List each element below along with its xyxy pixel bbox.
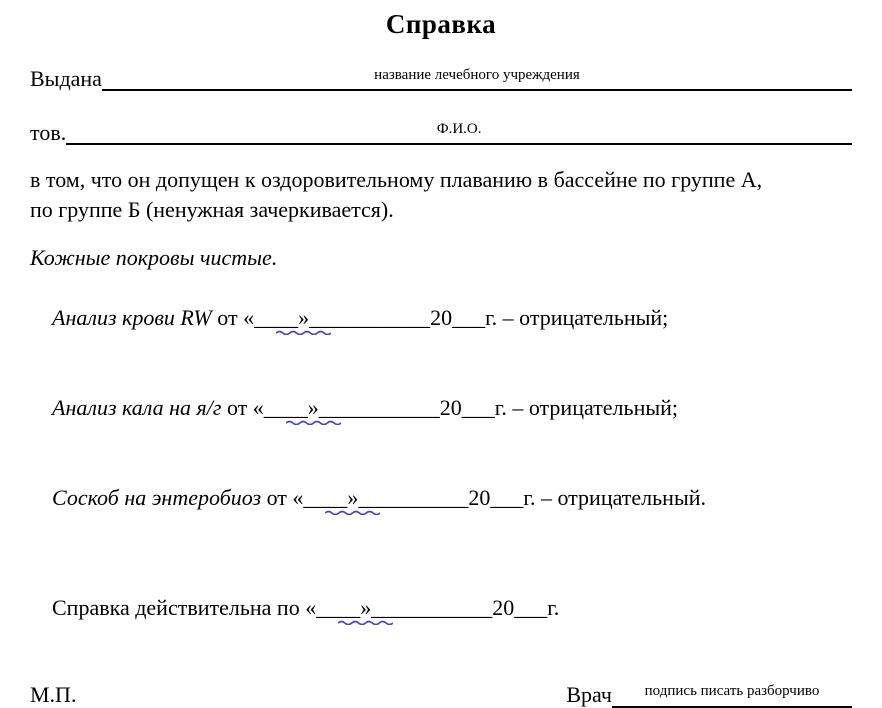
body-paragraph xyxy=(30,165,852,225)
doctor-line xyxy=(566,679,852,708)
analysis-line-rw xyxy=(30,273,852,363)
name-label: тов. xyxy=(30,120,67,145)
validity-line xyxy=(30,563,852,653)
analysis-post: _________20___г. – отрицательный; xyxy=(340,395,679,420)
analysis-title: Анализ крови RW xyxy=(52,305,212,330)
analysis-post: _________20___г. – отрицательный; xyxy=(331,305,669,330)
date-blank-text: __»__ xyxy=(276,305,332,330)
analysis-line-enterobiosis xyxy=(30,453,852,543)
issued-line xyxy=(30,64,852,91)
body-paragraph-line: в том, что он допущен к оздоровительному плаванию в бассейне по группе А, xyxy=(30,167,763,192)
analysis-title: Соскоб на энтеробиоз xyxy=(52,485,262,510)
spellcheck-squiggle-icon xyxy=(325,509,380,515)
name-line xyxy=(30,118,852,145)
spellcheck-squiggle-icon xyxy=(286,419,341,425)
spellcheck-squiggle-icon xyxy=(338,619,393,625)
stamp-label: М.П. xyxy=(30,682,77,707)
spellcheck-squiggle-icon xyxy=(276,329,331,335)
signature-row xyxy=(30,679,852,708)
date-blank xyxy=(276,303,331,333)
page-title: Справка xyxy=(385,9,497,39)
analysis-pre: от «__ xyxy=(211,305,277,330)
validity-post: _________20___г. xyxy=(393,595,560,620)
date-blank xyxy=(338,593,393,623)
analysis-pre: от «__ xyxy=(221,395,286,420)
fullname-blank-field xyxy=(66,118,852,145)
analysis-title: Анализ кала на я/г xyxy=(52,395,222,420)
institution-blank-field xyxy=(102,64,852,91)
doctor-label: Врач xyxy=(566,682,612,707)
issued-label: Выдана xyxy=(30,66,102,91)
doctor-signature-caption: подпись писать разборчиво xyxy=(644,683,820,699)
skin-note: Кожные покровы чистые. xyxy=(30,245,278,270)
institution-caption: название лечебного учреждения xyxy=(374,67,580,83)
validity-pre: Справка действительна по «__ xyxy=(52,595,339,620)
date-blank-text: __»__ xyxy=(325,485,381,510)
fullname-caption: Ф.И.О. xyxy=(436,121,482,137)
analysis-post: ________20___г. – отрицательный. xyxy=(380,485,707,510)
analysis-line-stool xyxy=(30,363,852,453)
date-blank-text: __»__ xyxy=(338,595,394,620)
date-blank xyxy=(286,393,341,423)
doctor-signature-blank-field xyxy=(612,679,852,708)
date-blank-text: __»__ xyxy=(285,395,341,420)
date-blank xyxy=(325,483,380,513)
analysis-pre: от «__ xyxy=(261,485,326,510)
body-paragraph-line: по группе Б (ненужная зачеркивается). xyxy=(30,197,394,222)
